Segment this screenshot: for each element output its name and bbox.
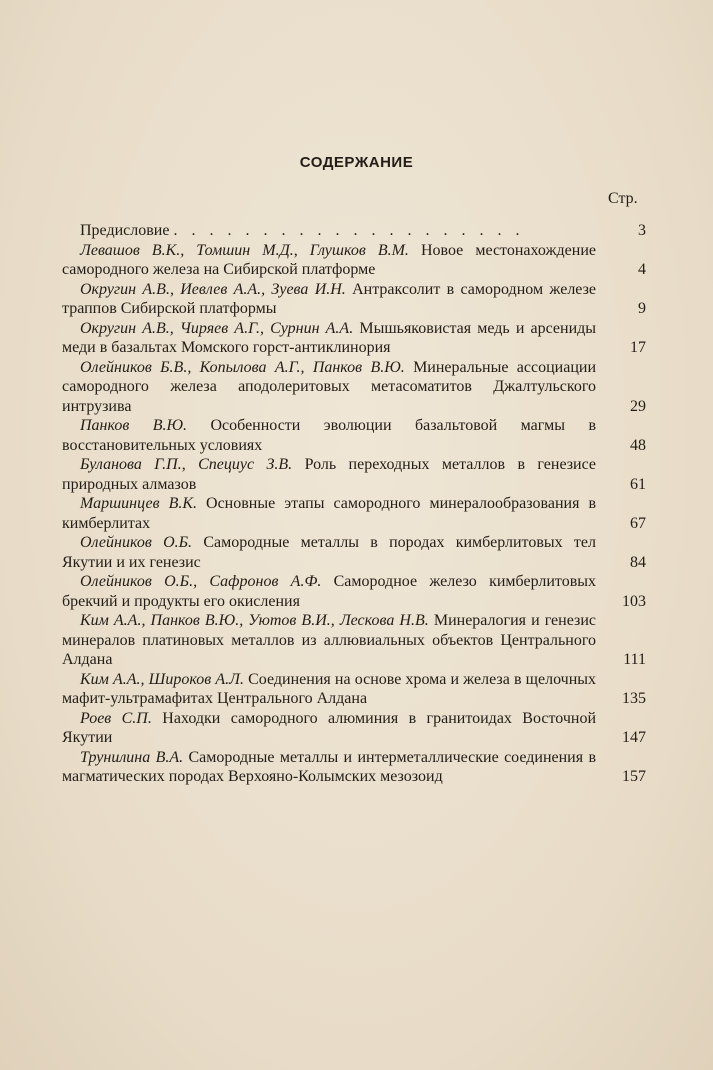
toc-entry-page: 67 [630,514,646,532]
toc-entry-page: 61 [630,475,646,493]
toc-entry [62,611,646,670]
toc-entry-authors: Панков В.Ю. [80,417,188,434]
toc-entry-page: 9 [638,300,646,317]
toc-entry-title: Самородные металлы в породах кимберлитовых тел Якутии и их генезис [62,534,596,571]
toc-entry-authors: Трунилина В.А. [80,748,184,766]
toc-entry-page: 103 [622,592,646,610]
toc-entry-authors: Олейников О.Б. [80,534,193,551]
toc-entry-title: Основные этапы самородного минералообразования в кимберлитах [62,495,597,532]
toc-entry-authors: Ким А.А., Широков А.Л. [80,670,244,688]
toc-entry-title: Особенности эволюции базальтовой магмы в восстановительных условиях [62,417,596,454]
toc-entry-title: Самородные металлы и интерметаллические соединения в магматических породах Верхояно-Колымских мезозоид [62,748,597,785]
page-column-label: Стр. [608,190,638,207]
toc-entry-page: 84 [630,553,646,571]
toc-entry-authors: Буланова Г.П., Специус З.В. [80,456,293,473]
toc-entry-page: 3 [638,222,646,239]
toc-entry [62,358,646,417]
toc-entry [62,572,646,611]
toc-entry [62,670,646,709]
toc-entry-authors: Ким А.А., Панков В.Ю., Уютов В.И., Лескова Н.В. [80,612,429,629]
toc-entry-title: Минералогия и генезис минералов платиновых металлов из аллювиальных объектов Центрального Алдана [62,612,597,668]
toc-entry-title: Минеральные ассоциации самородного железа аподолеритовых метасоматитов Джалтульского интрузива [62,358,597,415]
toc-entry-title: Предисловие [80,222,170,239]
toc-entry-page: 48 [630,436,646,454]
toc-entry [62,455,646,494]
toc-entry [62,416,646,455]
toc-entry-page: 17 [630,339,646,356]
toc-entry-page: 111 [623,651,646,668]
toc-entry-authors: Олейников Б.В., Копылова А.Г., Панков В.Ю. [80,358,405,376]
toc-entry-authors: Роев С.П. [80,709,152,727]
table-of-contents [62,221,646,787]
toc-entry [62,494,646,533]
toc-entry [62,319,646,358]
toc-entry [62,709,646,748]
toc-entry-title: Находки самородного алюминия в гранитоидах Восточной Якутии [62,709,597,746]
toc-entry-title: Новое местонахождение самородного железа на Сибирской платформе [62,241,597,278]
toc-entry-page: 4 [638,261,646,278]
toc-entry-title: Самородное железо кимберлитовых брекчий и продукты его окисления [62,573,596,610]
toc-entry-page: 147 [622,729,646,746]
toc-entry [62,533,646,572]
toc-entry-title: Мышьяковистая медь и арсениды меди в базальтах Момского горст-антиклинория [62,319,597,356]
toc-entry-page: 157 [622,768,646,785]
toc-entry [62,280,646,319]
toc-entry-title: Роль переходных металлов в генезисе природных алмазов [62,456,597,493]
toc-entry-page: 135 [622,690,646,707]
toc-entry-authors: Округин А.В., Чиряев А.Г., Сурнин А.А. [80,319,354,337]
toc-entry-title: Антраксолит в самородном железе траппов Сибирской платформы [62,280,597,317]
toc-entry-page: 29 [630,397,646,415]
toc-entry-authors: Левашов В.К., Томшин М.Д., Глушков В.М. [80,241,409,259]
leader-dots: . . . . . . . . . . . . . . . . . . . . [173,222,525,239]
toc-entry [62,748,646,787]
page-title: СОДЕРЖАНИЕ [299,154,414,171]
toc-entry [62,241,646,280]
toc-entry-authors: Олейников О.Б., Сафронов А.Ф. [80,573,322,590]
toc-entry-authors: Маршинцев В.К. [80,495,197,512]
toc-entry-title: Соединения на основе хрома и железа в щелочных мафит-ультрамафитах Центрального Алдана [62,670,597,707]
toc-entry [62,221,646,241]
toc-entry-authors: Округин А.В., Иевлев А.А., Зуева И.Н. [80,280,346,298]
